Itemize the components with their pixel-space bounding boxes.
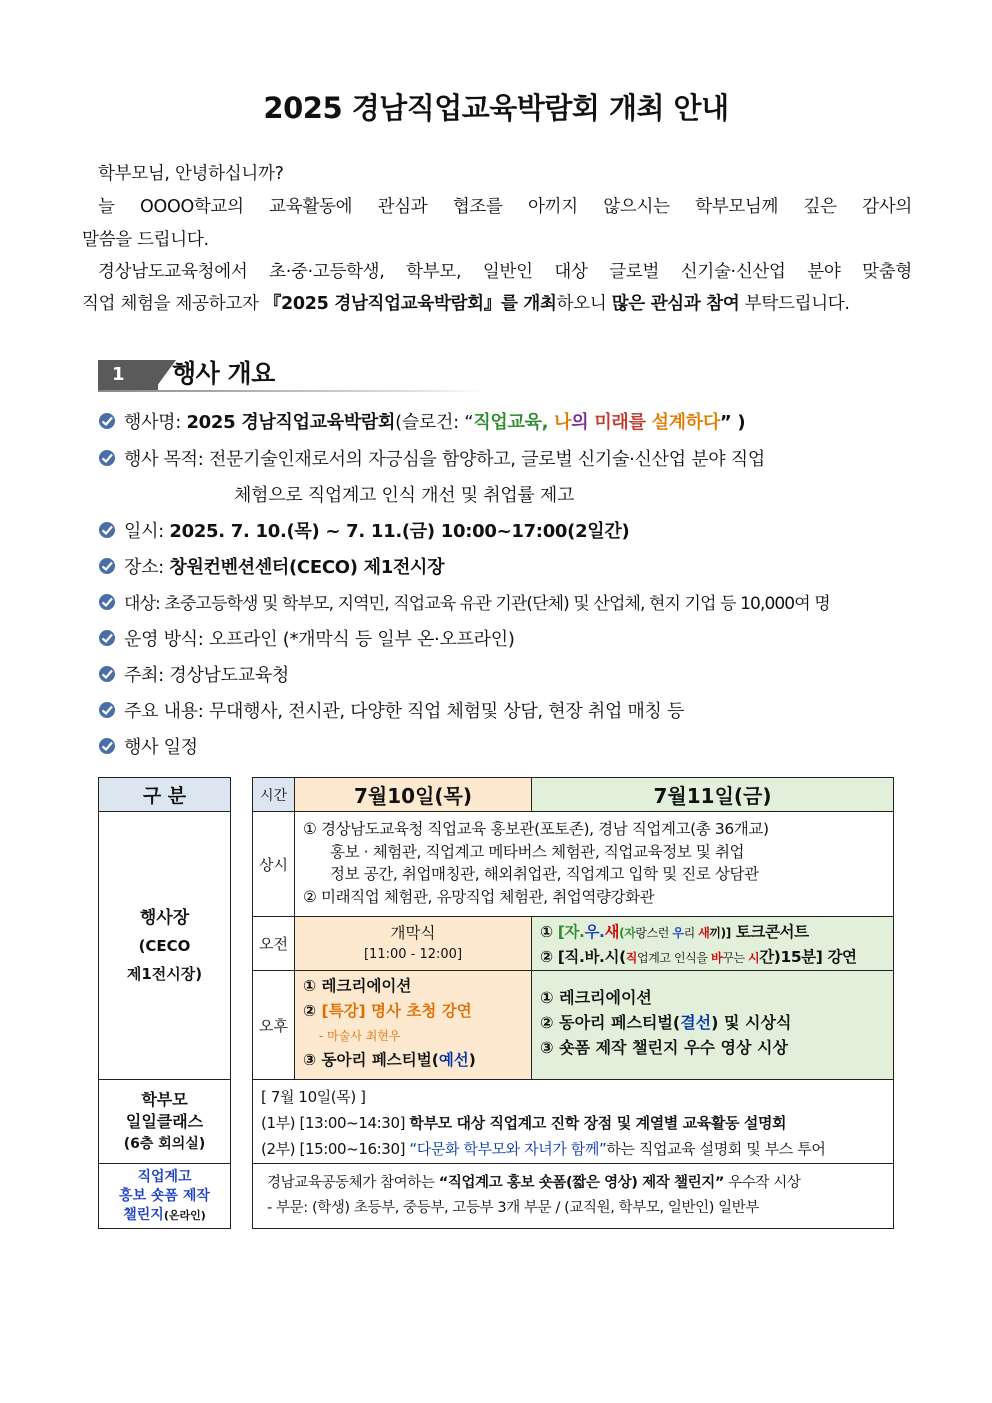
challenge-online: (온라인) <box>163 1208 206 1222</box>
challenge-desc <box>267 1171 893 1196</box>
greeting: 학부모님, 안녕하십니까? <box>98 164 284 184</box>
challenge-categories: - 부문: (학생) 초등부, 중등부, 고등부 3개 부문 / (교직원, 학부모, 일반인) 일반부 <box>267 1200 759 1216</box>
intro-text: 하오니 <box>556 294 612 314</box>
always-item: ② 미래직업 체험관, 유망직업 체험관, 취업역량강화관 <box>303 887 655 906</box>
intro-line-1: 늘 OOOO학교의 교육활동에 관심과 협조를 아끼지 않으시는 학부모님께 깊은 감사의 <box>98 197 912 217</box>
special-lecture-title: [특강] 명사 초청 강연 <box>321 1002 472 1020</box>
header-day2: 7월11일(금) <box>531 777 894 812</box>
checkmark-icon <box>98 629 116 647</box>
venue-cell <box>98 811 231 1080</box>
overview-purpose-cont: 체험으로 직업계고 인식 개선 및 취업률 제고 <box>234 485 575 506</box>
overview-name <box>98 405 745 441</box>
parent-class-title: 학부모 <box>141 1089 188 1109</box>
lecturer: - 마술사 최현우 <box>319 1029 401 1043</box>
overview-schedule <box>98 730 198 766</box>
session-title: 학부모 대상 직업계고 진학 장점 및 계열별 교육활동 설명회 <box>409 1114 787 1132</box>
header-time: 시간 <box>252 777 295 812</box>
overview-place <box>98 550 444 586</box>
label: 행사 일정 <box>124 737 198 758</box>
checkmark-icon <box>98 665 116 683</box>
special-lecture <box>303 999 531 1024</box>
pm-label: 오후 <box>252 970 295 1080</box>
section-title: 행사 개요 <box>172 359 275 388</box>
label: 운영 방식: <box>124 629 209 650</box>
acronym-expansion: 직 <box>625 951 637 965</box>
checkmark-icon <box>98 449 116 467</box>
pm-day1 <box>294 970 532 1080</box>
checkmark-icon <box>98 701 116 719</box>
session-time: (2부) [15:00~16:30] <box>261 1140 410 1158</box>
challenge-title <box>123 1206 206 1225</box>
purpose-text: 전문기술인재로서의 자긍심을 함양하고, 글로벌 신기술·신산업 분야 직업 <box>208 449 765 470</box>
acronym-expansion: 새 <box>698 926 710 940</box>
challenge-intro: 경남교육공동체가 참여하는 <box>267 1175 439 1191</box>
item-number: ② <box>303 1002 322 1020</box>
always-item: ① 경상남도교육청 직업교육 홍보관(포토존), 경남 직업계고(총 36개교) <box>303 820 769 838</box>
slogan-part: 의 <box>571 412 595 433</box>
target-value: 초중고등학생 및 학부모, 지역민, 직업교육 유관 기관(단체) 및 산업체, 현지 기업 등 10,000여 명 <box>164 594 830 614</box>
award-ceremony: ) 및 시상식 <box>711 1013 792 1032</box>
intro-text: 직업 체험을 제공하고자 <box>82 294 264 314</box>
checkmark-icon <box>98 737 116 755</box>
opening-ceremony: 개막식 <box>390 923 436 942</box>
header-day1: 7월10일(목) <box>294 777 532 812</box>
mode-value: 오프라인 (*개막식 등 일부 온·오프라인) <box>208 629 515 650</box>
acronym-expansion: 우 <box>672 926 684 940</box>
am-label: 오전 <box>252 916 295 971</box>
talk-concert <box>540 920 893 945</box>
checkmark-icon <box>98 521 116 539</box>
acronym-expansion: 랑스런 <box>635 926 673 940</box>
slogan-suffix: ” ) <box>719 412 746 433</box>
checkmark-icon <box>98 412 116 430</box>
club-festival: ③ 동아리 페스티벌( <box>303 1051 439 1069</box>
challenge-title: 홍보 숏폼 제작 <box>119 1187 210 1204</box>
section-header <box>98 354 488 394</box>
slogan-prefix: (슬로건: “ <box>395 412 474 433</box>
acronym-expansion: 업계고 인식을 <box>637 951 711 965</box>
overview-date <box>98 514 629 550</box>
acronym-expansion: (자 <box>619 926 636 940</box>
parent-class-content <box>252 1079 894 1164</box>
challenge-title: 직업계고 <box>137 1168 192 1185</box>
acronym-expansion: 리 <box>683 926 699 940</box>
place-value: 창원컨벤션센터(CECO) 제1전시장 <box>169 557 445 578</box>
opening-time: [11:00 - 12:00] <box>363 946 463 962</box>
overview-host <box>98 658 289 694</box>
overview-target <box>98 586 830 622</box>
paren: ) <box>468 1051 476 1069</box>
section-underline <box>98 390 488 392</box>
document-title: 2025 경남직업교육박람회 개최 안내 <box>263 91 729 125</box>
acronym-expansion: 바 <box>710 951 723 965</box>
final: 결선 <box>680 1013 712 1032</box>
label: 행사 목적: <box>124 449 209 470</box>
slogan-part: 미래를 <box>594 412 652 433</box>
parent-session-2 <box>261 1136 893 1162</box>
venue-sub: (CECO <box>138 936 191 955</box>
lecture-label: 간)15분] 강연 <box>759 948 857 966</box>
slogan-part: 설계하다 <box>651 412 720 433</box>
challenge-content <box>252 1163 894 1229</box>
challenge-name: “직업계고 홍보 숏폼(짧은 영상) 제작 챌린지” <box>438 1175 724 1191</box>
host-value: 경상남도교육청 <box>169 665 289 686</box>
talk-concert-label: 토크콘서트 <box>730 923 809 941</box>
checkmark-icon <box>98 593 116 611</box>
intro-line-4 <box>82 288 912 321</box>
recreation: ① 레크리에이션 <box>303 977 412 995</box>
label: 장소: <box>124 557 170 578</box>
section-number: 1 <box>98 360 158 390</box>
acronym: ② [직.바.시( <box>540 948 626 966</box>
intro-event-name: 『2025 경남직업교육박람회』를 개최 <box>263 294 557 314</box>
session-time: (1부) [13:00~14:30] <box>261 1114 410 1132</box>
item-number: ① <box>540 923 558 941</box>
label: 주요 내용: <box>124 701 209 722</box>
parent-class-title: 일일클래스 <box>125 1111 204 1131</box>
intro-line-2: 말씀을 드립니다. <box>82 230 209 250</box>
label: 주최: <box>124 665 170 686</box>
header-category: 구 분 <box>98 777 231 812</box>
checkmark-icon <box>98 557 116 575</box>
acronym-expansion: 끼)] <box>709 926 731 940</box>
venue-sub: 제1전시장) <box>126 964 203 983</box>
parent-class-date: [ 7월 10일(목) ] <box>261 1088 366 1106</box>
venue-name: 행사장 <box>139 907 190 928</box>
recreation: ① 레크리에이션 <box>540 988 652 1007</box>
slogan-part: 나 <box>554 412 572 433</box>
content-value: 무대행사, 전시관, 다양한 직업 체험및 상담, 현장 취업 매칭 등 <box>208 701 685 722</box>
lecture <box>540 945 893 970</box>
always-item: 정보 공간, 취업매칭관, 해외취업관, 직업계고 입학 및 진로 상담관 <box>330 865 759 883</box>
prelim: 예선 <box>438 1051 469 1069</box>
overview-purpose <box>98 442 765 478</box>
challenge-title-text: 챌린지 <box>123 1206 164 1223</box>
event-name: 2025 경남직업교육박람회 <box>186 412 396 433</box>
club-festival-final <box>540 1010 893 1035</box>
label: 행사명: <box>124 412 187 433</box>
overview-mode <box>98 622 515 658</box>
intro-line-3: 경상남도교육청에서 초·중·고등학생, 학부모, 일반인 대상 글로벌 신기술·신산업 분야 맞춤형 <box>98 262 912 282</box>
parent-class-cell <box>98 1079 231 1164</box>
acronym: 새 <box>604 923 620 941</box>
shortform-award: ③ 숏폼 제작 챌린지 우수 영상 시상 <box>540 1038 788 1057</box>
club-festival: ② 동아리 페스티벌( <box>540 1013 681 1032</box>
always-item: 홍보 · 체험관, 직업계고 메타버스 체험관, 직업교육정보 및 취업 <box>330 842 745 861</box>
acronym-expansion: 시 <box>748 951 760 965</box>
am-day2 <box>531 916 894 971</box>
acronym: [자. <box>557 923 585 941</box>
date-value: 2025. 7. 10.(목) ~ 7. 11.(금) 10:00~17:00(2일간) <box>169 521 630 542</box>
challenge-cell <box>98 1163 231 1229</box>
parent-class-place: (6층 회의실) <box>123 1135 206 1152</box>
overview-content <box>98 694 684 730</box>
parent-session-1 <box>261 1110 893 1136</box>
intro-emphasis: 많은 관심과 참여 <box>611 294 740 314</box>
always-label: 상시 <box>252 811 295 917</box>
slogan-part: 직업교육, <box>473 412 555 433</box>
label: 일시: <box>124 521 170 542</box>
always-content <box>294 811 894 917</box>
club-festival-prelim <box>303 1048 531 1073</box>
acronym-expansion: 꾸는 <box>722 951 748 965</box>
intro-text: 부탁드립니다. <box>739 294 850 314</box>
label: 대상: <box>124 594 165 614</box>
pm-day2 <box>531 970 894 1080</box>
am-day1 <box>294 916 532 971</box>
challenge-award: 우수작 시상 <box>723 1175 801 1191</box>
session-title: 하는 직업교육 설명회 및 부스 투어 <box>606 1140 826 1158</box>
session-theme: “다문화 학부모와 자녀가 함께” <box>409 1140 607 1158</box>
acronym: 우. <box>584 923 605 941</box>
